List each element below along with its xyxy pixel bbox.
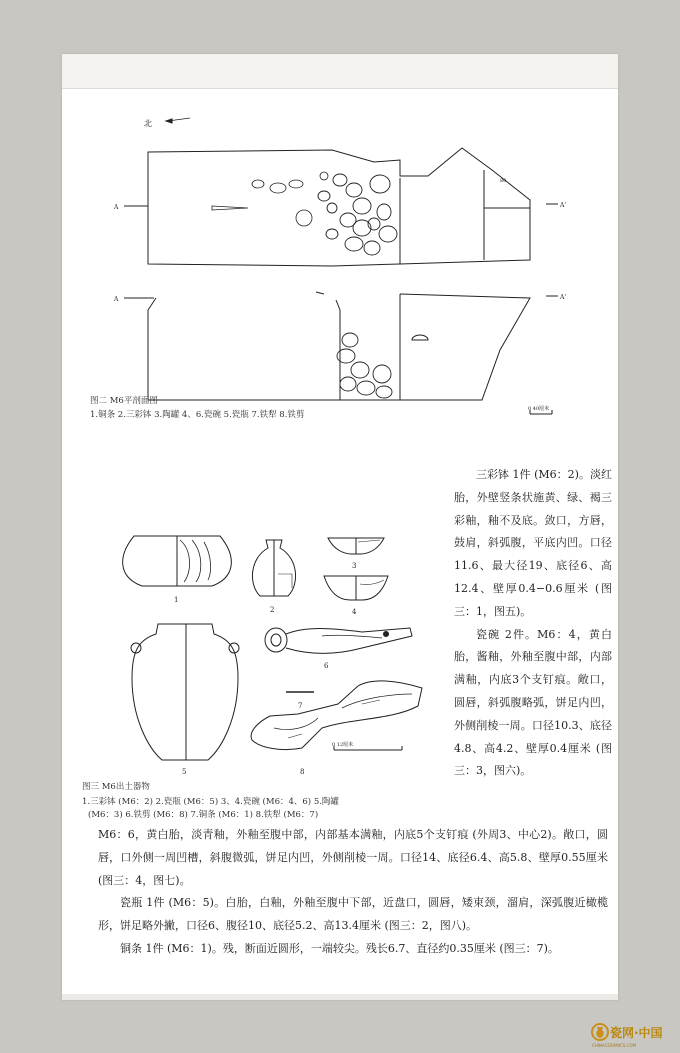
side-paragraph-porcelain-bowl: 瓷碗 2件。M6：4，黄白胎，酱釉，外釉至腹中部，内部满釉，内底3个支钉痕。敞口，圆唇，斜弧腹略弧，饼足内凹，外侧削棱一周。口径10.3、底径4.8、高4.2、壁厚0.4厘米 (图三：3，图六)。: [454, 627, 612, 778]
page-footer-band: [62, 994, 618, 1000]
figure3-caption-line1: 1.三彩钵 (M6：2) 2.瓷瓶 (M6：5) 3、4.瓷碗 (M6：4、6) 5.陶罐: [82, 797, 339, 807]
artefact-3-bowl: [328, 538, 384, 554]
section-a-prime-right-2: A': [560, 294, 566, 301]
vase-logo-icon: [590, 1022, 610, 1042]
figure2-caption-title: 图二 M6平剖面图: [90, 396, 158, 406]
plan-objects: [212, 172, 328, 226]
side-paragraph-bowl: 三彩钵 1件 (M6：2)。淡红胎，外壁竖条状施黄、绿、褐三彩釉，釉不及底。敛口，方唇，鼓肩，斜弧腹，平底内凹。口径11.6、最大径19、底径6、高12.4、壁厚0.4−0.6厘米 (图三：1，图五)。: [454, 468, 612, 618]
artefact-label-2: 2: [270, 606, 275, 614]
figure3-caption-line2: (M6：3) 6.铁剪 (M6：8) 7.铜条 (M6：1) 8.铁犁 (M6：7): [88, 810, 319, 820]
figure3-caption-title: 图三 M6出土器物: [82, 782, 150, 792]
body-paragraph-vase: 瓷瓶 1件 (M6：5)。白胎，白釉，外釉至腹中下部，近盘口，圆唇，矮束颈，溜肩，深弧腹近橄榄形，饼足略外撇，口径6、腹径10、底径5.2、高13.4厘米 (图三：2，图八)。: [98, 896, 608, 933]
artefact-5-jar: [131, 624, 239, 760]
body-paragraph-m6-6: M6：6，黄白胎，淡青釉，外釉至腹中部，内部基本满釉，内底5个支钉痕 (外周3、中心2)。敞口，圆唇，口外侧一周凹槽，斜腹微弧，饼足内凹，外侧削棱一周。口径14、底径6.4、高5.8、壁厚0.55厘米 (图三：4，图七)。: [98, 828, 608, 887]
figure2-caption-items: 1.铜条 2.三彩钵 3.陶罐 4、6.瓷碗 5.瓷瓶 7.铁犁 8.铁剪: [90, 410, 305, 420]
artefact-1-bowl: [123, 536, 232, 586]
site-watermark-logo: [588, 1018, 678, 1048]
artefact-label-7: 7: [298, 702, 303, 710]
tomb-plan-view: [113, 118, 566, 266]
plan-label-80: 80: [500, 178, 507, 184]
section-stones: [337, 333, 392, 398]
artefact-2-vase: [252, 540, 295, 596]
artefact-4-bowl: [324, 576, 388, 600]
artefact-label-6: 6: [324, 662, 329, 670]
body-paragraph-copper-bar: 铜条 1件 (M6：1)。残，断面近圆形，一端较尖。残长6.7、直径约0.35厘米 (图三：7)。: [120, 941, 559, 955]
watermark-name: 瓷网·中国: [610, 1026, 663, 1040]
artefact-label-5: 5: [182, 768, 187, 776]
section-a-left: A: [114, 204, 119, 211]
body-text: [98, 824, 608, 961]
artefact-8-plough: [251, 681, 422, 750]
artefact-label-4: 4: [352, 608, 357, 616]
north-label: 北: [144, 119, 152, 128]
side-column-text: [454, 464, 612, 783]
watermark-sub: CHINACERAMICS.COM: [592, 1043, 636, 1048]
fig3-scale-label: 0 12厘米: [332, 742, 354, 748]
fig2-scale-label: 0 40厘米: [528, 406, 550, 412]
artefact-drawings: [123, 536, 422, 776]
stone-cluster: [318, 174, 397, 255]
section-a-prime-right: A': [560, 202, 566, 209]
artefact-label-1: 1: [174, 596, 179, 604]
document-page: [62, 54, 618, 1000]
artefact-6-scissors: [265, 628, 412, 653]
artefact-label-3: 3: [352, 562, 357, 570]
artefact-label-8: 8: [300, 768, 305, 776]
page-header-band: [62, 54, 618, 89]
section-a-left-2: A: [114, 296, 119, 303]
tomb-section-view: [113, 292, 566, 414]
